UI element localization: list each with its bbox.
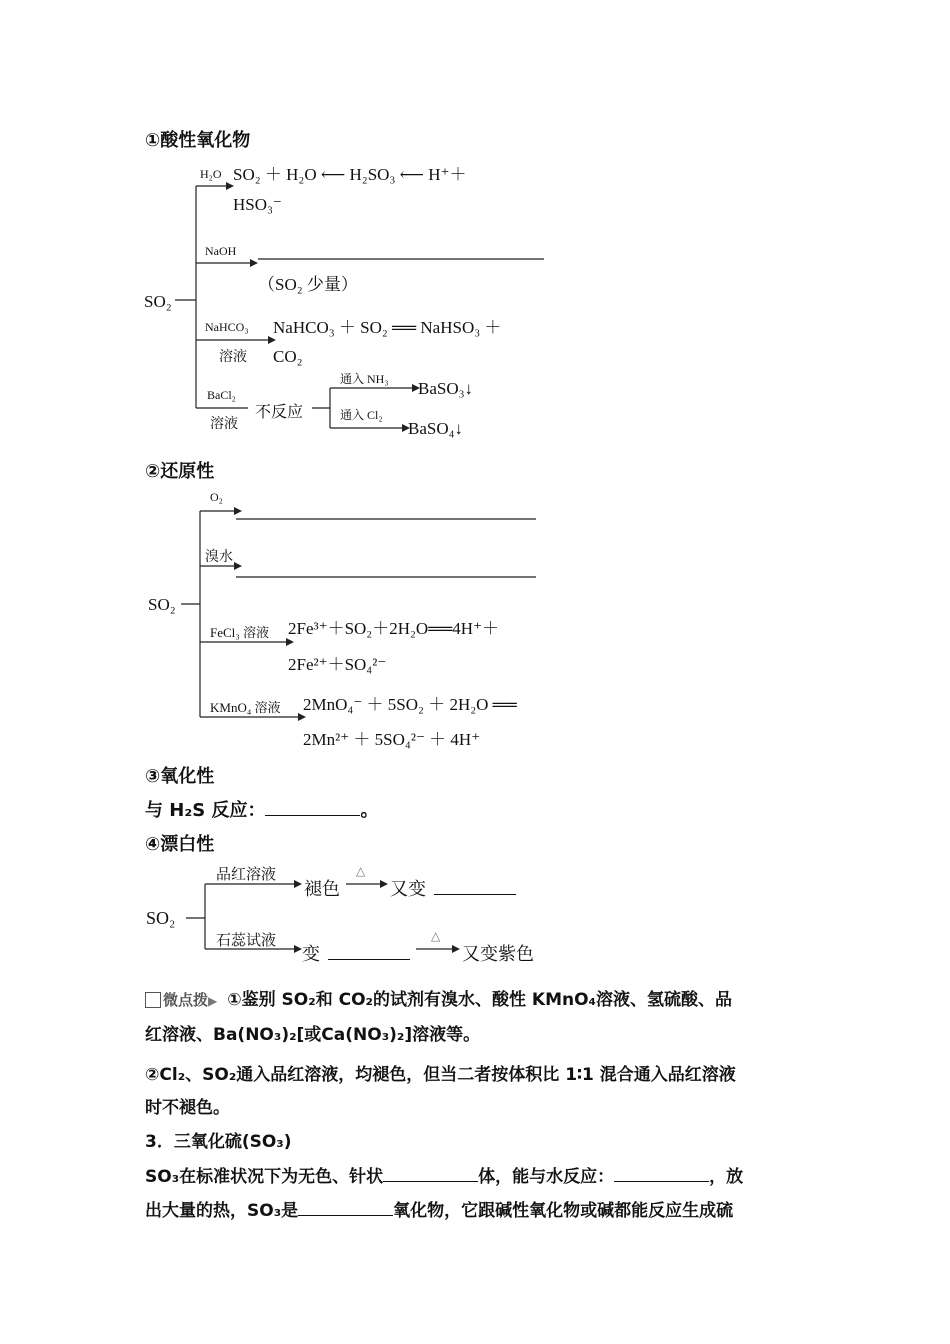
so3-line2-b: 氧化物，它跟碱性氧化物或碱都能反应生成硫 — [393, 1201, 734, 1221]
so3-line-1 — [145, 1162, 743, 1187]
equation-kmno4-line2: 2Mn²⁺ ＋ 5SO₄²⁻ ＋ 4H⁺ — [303, 730, 481, 749]
equation-fecl3-line2: 2Fe²⁺＋SO₄²⁻ — [288, 655, 387, 674]
equation-h2o-line1: SO₂ ＋ H₂O ⟵ H₂SO₃ ⟵ H⁺＋ — [233, 165, 467, 184]
section-heading-acidic-oxide: ①酸性氧化物 — [145, 130, 251, 151]
litmus-turns — [302, 940, 410, 966]
branch-label-bacl2: BaCl₂ — [207, 388, 236, 402]
product-baso4: BaSO₄↓ — [408, 419, 464, 438]
so3-line2-a: 出大量的热，SO₃是 — [145, 1201, 299, 1221]
magenta-turns-again — [390, 875, 516, 901]
branch-label-o2: O₂ — [210, 490, 223, 504]
branch-label-nahco3: NaHCO₃ — [205, 320, 249, 334]
bacl2-no-reaction: 不反应 — [255, 402, 304, 421]
root-so2-bleaching: SO₂ — [146, 908, 176, 928]
section-heading-reducing: ②还原性 — [145, 461, 215, 482]
magenta-fades: 褪色 — [304, 879, 340, 900]
answer-blank-so3-state[interactable] — [383, 1166, 478, 1182]
h2s-reaction-suffix: 。 — [360, 800, 379, 821]
tip-p1-line2: 红溶液、Ba(NO₃)₂[或Ca(NO₃)₂]溶液等。 — [145, 1025, 481, 1045]
so3-line-2 — [145, 1196, 733, 1221]
branch-label-nahco3-solution: 溶液 — [219, 349, 247, 365]
answer-blank-so3-type[interactable] — [298, 1200, 393, 1216]
answer-blank-litmus[interactable] — [328, 944, 410, 960]
branch-label-nh3: 通入 NH₃ — [340, 372, 389, 386]
litmus-purple-again: 又变紫色 — [462, 944, 534, 965]
tip-p1-line1: ①鉴别 SO₂和 CO₂的试剂有溴水、酸性 KMnO₄溶液、氢硫酸、品 — [227, 990, 733, 1010]
so3-line1-b: 体，能与水反应： — [478, 1167, 615, 1187]
play-icon: ▶ — [208, 994, 218, 1008]
branch-label-magenta: 品红溶液 — [216, 865, 277, 883]
edit-note-icon — [145, 992, 161, 1008]
section-heading-oxidizing: ③氧化性 — [145, 766, 215, 787]
equation-kmno4-line1: 2MnO₄⁻ ＋ 5SO₂ ＋ 2H₂O ══ — [303, 695, 517, 714]
heat-symbol: △ — [356, 864, 366, 878]
heat-symbol-2: △ — [431, 929, 441, 943]
tip-p2-line1: ②Cl₂、SO₂通入品红溶液，均褪色，但当二者按体积比 1∶1 混合通入品红溶液 — [145, 1065, 736, 1085]
equation-nahco3-line2: CO₂ — [273, 347, 303, 366]
section-heading-bleaching: ④漂白性 — [145, 834, 215, 855]
tip-p2-line2: 时不褪色。 — [145, 1098, 230, 1118]
answer-blank-so3-water[interactable] — [614, 1166, 709, 1182]
branch-label-bromine-water: 溴水 — [205, 549, 233, 565]
branch-label-h2o: H₂O — [200, 167, 222, 181]
product-baso3: BaSO₃↓ — [418, 379, 474, 398]
tip-line-1 — [145, 985, 732, 1010]
answer-blank-h2s[interactable] — [265, 800, 360, 816]
h2s-reaction-prefix: 与 H₂S 反应： — [145, 800, 266, 821]
branch-label-cl2: 通入 Cl₂ — [340, 408, 383, 422]
root-so2-reducing: SO₂ — [148, 595, 176, 614]
branch-label-bacl2-solution: 溶液 — [210, 416, 238, 432]
magenta-turns-again-label: 又变 — [390, 879, 426, 900]
answer-blank-magenta[interactable] — [434, 879, 516, 895]
equation-nahco3-line1: NaHCO₃ ＋ SO₂ ══ NaHSO₃ ＋ — [273, 318, 502, 337]
naoh-note: （SO₂ 少量） — [258, 275, 358, 294]
tip-badge: 微点拨 — [163, 991, 209, 1009]
equation-fecl3-line1: 2Fe³⁺＋SO₂＋2H₂O══4H⁺＋ — [288, 619, 500, 638]
section-heading-so3: 3．三氧化硫(SO₃) — [145, 1132, 292, 1152]
branch-label-kmno4: KMnO₄ 溶液 — [210, 700, 281, 715]
litmus-turns-label: 变 — [302, 944, 320, 965]
h2s-reaction-line — [145, 796, 378, 822]
branch-label-naoh: NaOH — [205, 244, 237, 258]
so3-line1-a: SO₃在标准状况下为无色、针状 — [145, 1167, 384, 1187]
root-so2: SO₂ — [144, 292, 172, 311]
branch-label-fecl3: FeCl₃ 溶液 — [210, 625, 270, 640]
so3-line1-c: ，放 — [709, 1167, 744, 1187]
branch-label-litmus: 石蕊试液 — [216, 931, 277, 949]
equation-h2o-line2: HSO₃⁻ — [233, 195, 282, 214]
